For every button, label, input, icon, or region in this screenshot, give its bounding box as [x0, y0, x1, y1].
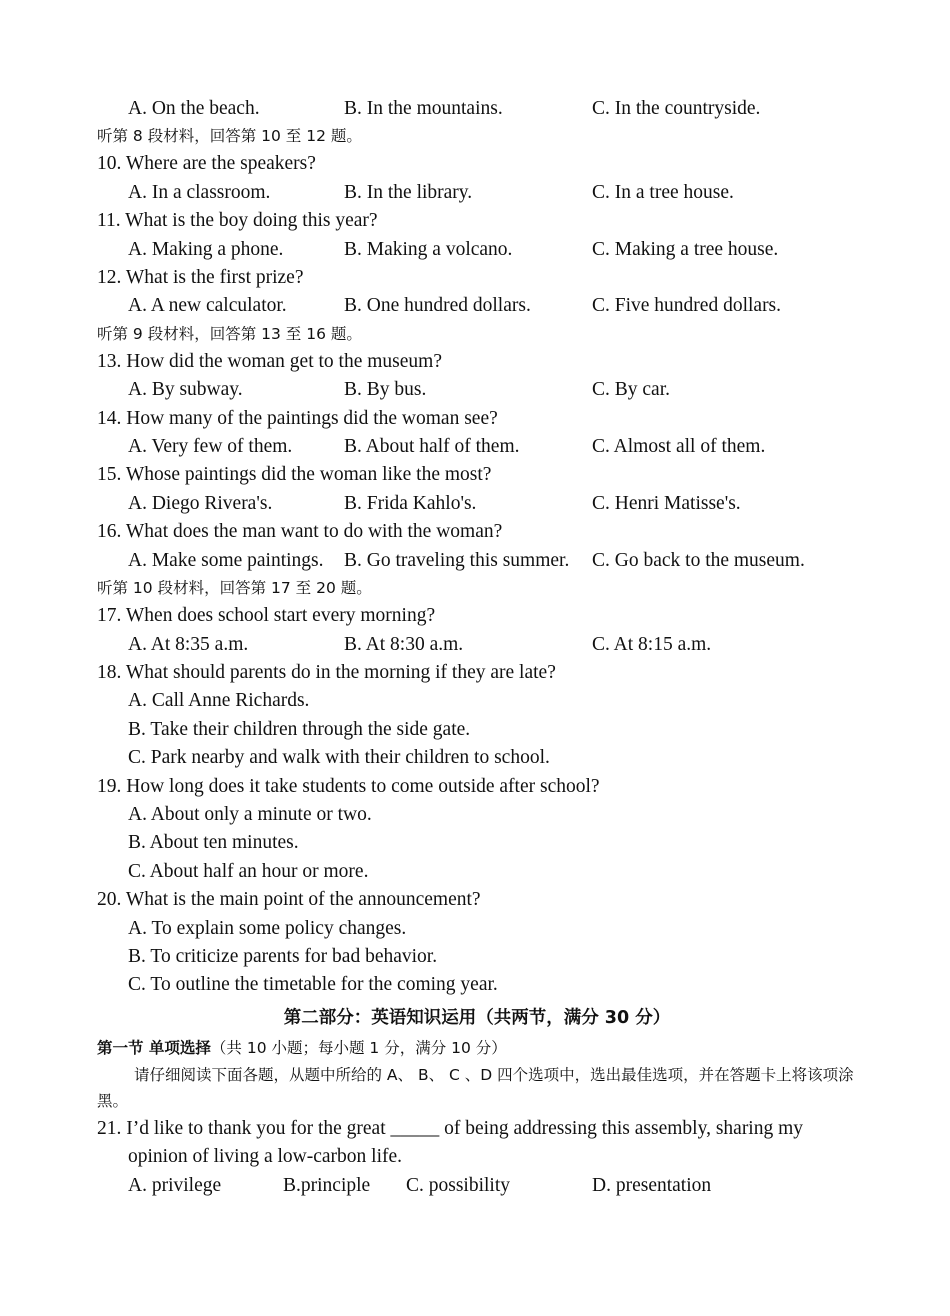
- option-a: A. Making a phone.: [128, 238, 284, 260]
- option-b: B. At 8:30 a.m.: [344, 633, 464, 655]
- option-c: C. At 8:15 a.m.: [592, 633, 712, 655]
- option-a: A. Diego Rivera's.: [128, 492, 273, 514]
- part-two-title: 第二部分：英语知识运用（共两节，满分 30 分）: [283, 1007, 671, 1028]
- option-line: B. To criticize parents for bad behavior.: [128, 945, 438, 967]
- section-one-heading: [97, 1034, 857, 1062]
- question-stem: 11. What is the boy doing this year?: [97, 210, 378, 232]
- option-line: C. To outline the timetable for the coming year.: [128, 974, 498, 996]
- option-b: B.principle: [283, 1174, 371, 1196]
- question-stem: 18. What should parents do in the morning if they are late?: [97, 661, 556, 683]
- option-b: B. By bus.: [344, 379, 427, 401]
- option-row: [97, 236, 857, 264]
- option-c: C. possibility: [406, 1174, 511, 1196]
- option-c: C. Almost all of them.: [592, 436, 766, 458]
- option-c: C. By car.: [592, 379, 670, 401]
- option-c: C. Go back to the museum.: [592, 549, 805, 571]
- option-row: [97, 179, 857, 207]
- section-instruction: 请仔细阅读下面各题，从题中所给的 A、 B、 C 、D 四个选项中，选出最佳选项，并在答题卡上将该项涂黑。: [97, 1065, 854, 1111]
- material-instruction: 听第 9 段材料，回答第 13 至 16 题。: [97, 324, 362, 343]
- option-row: [97, 95, 857, 123]
- question-stem: 12. What is the first prize?: [97, 267, 304, 289]
- question-stem: 13. How did the woman get to the museum?: [97, 350, 442, 372]
- option-b: B. Frida Kahlo's.: [344, 492, 477, 514]
- option-b: B. In the mountains.: [344, 98, 503, 119]
- option-b: B. Making a volcano.: [344, 238, 513, 260]
- option-row: [97, 547, 857, 575]
- option-row: [97, 490, 857, 518]
- option-a: A. On the beach.: [128, 98, 260, 119]
- question-stem: 16. What does the man want to do with the woman?: [97, 521, 503, 543]
- option-line: A. About only a minute or two.: [128, 803, 372, 825]
- option-c: C. Henri Matisse's.: [592, 492, 741, 514]
- material-instruction: 听第 8 段材料，回答第 10 至 12 题。: [97, 127, 362, 146]
- option-a: A. By subway.: [128, 379, 243, 401]
- question-21-stem: 21. I’d like to thank you for the great _____ of being addressing this assembly, sharing my opinion of living a low-carbon life.: [97, 1117, 804, 1168]
- option-line: B. Take their children through the side gate.: [128, 718, 471, 740]
- section-one-title: 第一节 单项选择: [97, 1038, 211, 1057]
- question-stem: 19. How long does it take students to come outside after school?: [97, 775, 600, 797]
- question-stem: 20. What is the main point of the announcement?: [97, 889, 481, 911]
- option-a: A. privilege: [128, 1174, 222, 1196]
- material-instruction: 听第 10 段材料，回答第 17 至 20 题。: [97, 579, 372, 598]
- option-b: B. About half of them.: [344, 436, 520, 458]
- option-c: C. In a tree house.: [592, 181, 734, 203]
- option-row: [97, 433, 857, 461]
- option-c: C. In the countryside.: [592, 98, 761, 119]
- question-stem: 10. Where are the speakers?: [97, 153, 316, 175]
- option-line: A. Call Anne Richards.: [128, 690, 310, 712]
- option-line: A. To explain some policy changes.: [128, 917, 407, 939]
- option-row: [97, 292, 857, 320]
- option-a: A. In a classroom.: [128, 181, 271, 203]
- option-a: A. Make some paintings.: [128, 549, 324, 571]
- option-a: A. A new calculator.: [128, 295, 287, 317]
- question-stem: 15. Whose paintings did the woman like the most?: [97, 464, 492, 486]
- option-b: B. Go traveling this summer.: [344, 549, 570, 571]
- option-row: [97, 376, 857, 404]
- option-b: B. One hundred dollars.: [344, 295, 531, 317]
- section-one-note: （共 10 小题；每小题 1 分，满分 10 分）: [210, 1038, 507, 1057]
- question-21-options: [97, 1172, 857, 1200]
- option-line: C. Park nearby and walk with their children to school.: [128, 747, 550, 769]
- option-a: A. Very few of them.: [128, 436, 293, 458]
- question-stem: 14. How many of the paintings did the woman see?: [97, 407, 498, 429]
- exam-page: [97, 95, 857, 1200]
- option-c: C. Five hundred dollars.: [592, 295, 782, 317]
- option-line: C. About half an hour or more.: [128, 860, 369, 882]
- option-c: C. Making a tree house.: [592, 238, 779, 260]
- option-b: B. In the library.: [344, 181, 473, 203]
- question-stem: 17. When does school start every morning?: [97, 605, 436, 627]
- option-line: B. About ten minutes.: [128, 832, 299, 854]
- option-a: A. At 8:35 a.m.: [128, 633, 249, 655]
- option-d: D. presentation: [592, 1174, 712, 1196]
- option-row: [97, 631, 857, 659]
- listening-section: [97, 95, 857, 1000]
